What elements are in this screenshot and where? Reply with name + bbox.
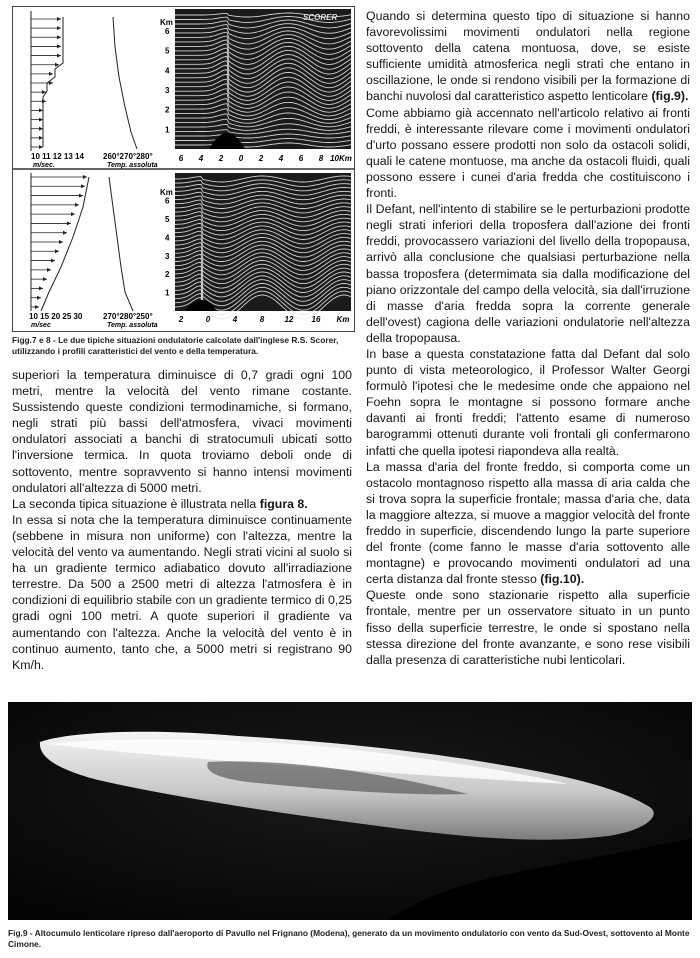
bottom-km-label: Km (160, 188, 173, 197)
arrow-head (57, 35, 61, 39)
top-x-ticks (179, 154, 352, 163)
right-paragraph-3: Il Defant, nell'intento di stabilire se le perturbazioni prodotte negli strati inferiori della troposfera dall'azione dei fronti freddi, provocassero variazioni del livello della tropopausa, arrivò alla conclusione che qualsiasi perturbazione nella bassa troposfera (determimata sia dalla modificazione del piano orizzontale del campo della velocità, sia dall'irruzione di masse d'aria fredda sopra la corrente generale dell'ovest) cagiona delle variazioni ondulatorie nell'altezza della tropopausa. (366, 202, 690, 345)
bottom-temp-unit: Temp. assoluta (107, 322, 158, 329)
left-column (12, 367, 352, 673)
arrow-head (57, 44, 61, 48)
bottom-wind-arrows (31, 175, 87, 309)
bottom-speed-unit: m/sec (31, 322, 51, 329)
arrow-head (81, 184, 85, 188)
bottom-speed-ticks: 10 15 20 25 30 (29, 312, 83, 321)
y-tick-label: 3 (165, 251, 170, 261)
x-tick-label: 8 (259, 315, 265, 324)
y-tick-label: 2 (165, 105, 170, 115)
y-tick-label: 6 (165, 196, 170, 206)
top-temp-unit: Temp. assoluta (107, 162, 158, 169)
arrow-head (57, 17, 61, 21)
bottom-streamline-panel (160, 173, 351, 324)
x-tick-label: 12 (284, 315, 294, 324)
x-tick-label: Km (336, 315, 350, 324)
arrow-head (49, 81, 53, 85)
x-tick-label: 0 (238, 154, 244, 163)
top-speed-ticks: 10 11 12 13 14 (31, 152, 84, 161)
y-tick-label: 6 (165, 26, 170, 36)
right-paragraph-4: In base a questa constatazione fatta dal Defant dal solo punto di vista meteorologico, il Professor Walter Georgi formulò l'ipotesi che le medesime onde che appaiono nel Foehn sopra le montagne si possono formare anche davanti ai fronti freddi; l'attento esame di numeroso barogrammi ottenuti durante voli frontali gli confermarono infatti che quella ipotesi riapondeva alla realtà. (366, 346, 690, 458)
arrow-head (39, 108, 43, 112)
arrow-head (49, 72, 53, 76)
x-tick-label: 0 (205, 315, 211, 324)
figure-9-lenticular-cloud-photo (8, 702, 692, 920)
arrow-head (39, 127, 43, 131)
arrow-head (71, 212, 75, 216)
arrow-head (79, 194, 83, 198)
right-column (366, 8, 690, 668)
left-paragraph-3: In essa si nota che la temperatura diminuisce continuamente (sebbene in misura non uniforme) con l'altezza, mentre la velocità del vento va aumentando. Negli strati vicini al suolo si ha un gradiente termico adiabatico dovuto all'irradiazione terrestre. Da 500 a 2500 metri di altezza l'atmosfera è in condizioni di equilibrio stabile con un gradiente termico di 0,25 gradi ogni 100 metri. A quote superiori il gradiente va aumentando con l'altezza. Anche la velocità del vento è in continuo aumento, tanto che, a 5000 metri si registrano 90 Km/h. (12, 512, 352, 672)
x-tick-label: 4 (278, 154, 284, 163)
arrow-head (39, 118, 43, 122)
x-tick-label: 16 (311, 315, 321, 324)
bottom-temp-ticks: 270°280°250° (103, 312, 153, 321)
arrow-head (57, 26, 61, 30)
left-paragraph-2-text: La seconda tipica situazione è illustrata nella (12, 496, 260, 511)
wave-diagrams-svg (13, 7, 354, 331)
right-paragraph-1 (366, 8, 690, 105)
bottom-x-ticks (178, 315, 350, 324)
x-tick-label: 4 (232, 315, 238, 324)
bottom-profile-panel (29, 173, 158, 329)
bottom-wind-profile (41, 177, 89, 311)
x-tick-label: 8 (318, 154, 324, 163)
arrow-head (67, 221, 71, 225)
bottom-y-ticks (165, 197, 170, 298)
arrow-head (55, 249, 59, 253)
arrow-head (42, 99, 46, 103)
right-paragraph-5-text: La massa d'aria del fronte freddo, si comporta come un ostacolo montagnoso rispetto alla massa di aria calda che si trova sopra la superficie frontale; massa d'aria che, data la maggiore altezza, si muove a maggior velocità del fronte freddo in superficie, discendendo lungo la parte superiore del fronte (come fanno le masse d'aria sottovento alle montagne) e provocando movimenti ondulatori ad una certa distanza dal fronte stesso (366, 459, 690, 587)
arrow-head (83, 175, 87, 179)
left-paragraph-2 (12, 496, 352, 512)
top-profile-panel (31, 11, 158, 169)
x-tick-label: 6 (298, 154, 304, 163)
cloud-photo-svg (8, 702, 692, 920)
y-tick-label: 1 (165, 288, 170, 298)
x-tick-label: 4 (198, 154, 204, 163)
y-tick-label: 4 (165, 66, 170, 76)
figure-9-reference: (fig.9). (651, 89, 689, 104)
x-tick-label: 6 (178, 154, 184, 163)
right-paragraph-1-text: Quando si determina questo tipo di situazione si hanno favorevolissimi movimenti ondulatori nella regione sottovento della catena montuosa, dove, se esiste sufficiente umidità atmosferica negli strati che entano in oscillazione, le onde si rendono visibili per la formazione di banchi nuvolosi dal caratteristico aspetto lenticolare (366, 9, 690, 104)
top-km-label: Km (160, 18, 173, 27)
arrow-head (47, 268, 51, 272)
bottom-temperature-profile (109, 177, 133, 311)
arrow-head (37, 296, 41, 300)
arrow-head (43, 277, 47, 281)
x-tick-label: 2 (258, 154, 264, 163)
figure-10-reference: (fig.10). (540, 572, 585, 587)
arrow-head (39, 145, 43, 149)
right-paragraph-2: Come abbiamo già accennato nell'articolo relativo ai fronti freddi, è interessante rilevare come i movimenti ondulatori d'urto possano essere prodotti non solo da ostacoli solidi, quali le catene montuose, ma anche da ostacoli fluidi, quali possono essere i cunei d'aria fredda che costituiscono i fronti. (366, 105, 690, 201)
y-tick-label: 2 (165, 270, 170, 280)
y-tick-label: 4 (165, 233, 170, 243)
y-tick-label: 3 (165, 85, 170, 95)
top-streamline-panel (160, 9, 352, 163)
top-speed-unit: m/sec. (33, 162, 55, 169)
arrow-head (39, 286, 43, 290)
y-tick-label: 5 (165, 46, 170, 56)
x-tick-label: 10Km (330, 154, 352, 163)
top-temp-ticks: 260°270°280° (103, 152, 153, 161)
arrow-head (39, 136, 43, 140)
right-paragraph-5 (366, 459, 690, 588)
y-tick-label: 5 (165, 214, 170, 224)
y-tick-label: 1 (165, 125, 170, 135)
top-panel-label: SCORER (303, 13, 338, 22)
arrow-head (75, 203, 79, 207)
arrow-head (57, 54, 61, 58)
figure-9-caption: Fig.9 - Altocumulo lenticolare ripreso dall'aeroporto di Pavullo nel Frignano (Modena), generato da un movimento ondulatorio con vento da Sud-Ovest, sottovento al Monte Cimone. (8, 928, 690, 949)
arrow-head (59, 240, 63, 244)
right-paragraph-6: Queste onde sono stazionarie rispetto alla superficie frontale, mentre per un osservatore situato in un punto fisso della superficie terrestre, le onde si spostano nella stessa direzione del fronte avanzante, e sono rese visibili dalla presenza di caratteristiche nubi lenticolari. (366, 588, 690, 667)
arrow-head (51, 259, 55, 263)
top-wind-profile (43, 17, 63, 147)
left-paragraph-1: superiori la temperatura diminuisce di 0,7 gradi ogni 100 metri, mentre la velocità del vento rimane costante. Sussistendo queste condizioni termodinamiche, si formano, negli strati più bassi dell'atmosfera, vivaci movimenti ondulatori associati a banchi di stratocumuli ubicati sotto l'inversione termica. In quota troviamo deboli onde di sottovento, mentre sopravvento si hanno intensi movimenti ondulatori all'altezza di 5000 metri. (12, 368, 352, 495)
arrow-head (63, 231, 67, 235)
figure-7-8-caption: Figg.7 e 8 - Le due tipiche situazioni ondulatorie calcolate dall'inglese R.S. Scorer, utilizzando i profili caratteristici del vento e della temperatura. (12, 335, 339, 356)
figure-8-reference: figura 8. (259, 496, 308, 511)
top-y-ticks (165, 27, 170, 134)
x-tick-label: 2 (218, 154, 224, 163)
x-tick-label: 2 (178, 315, 184, 324)
arrow-head (35, 305, 39, 309)
top-temperature-profile (113, 17, 137, 149)
figure-7-8-wave-diagrams (12, 6, 355, 332)
top-wind-arrows (31, 17, 61, 149)
